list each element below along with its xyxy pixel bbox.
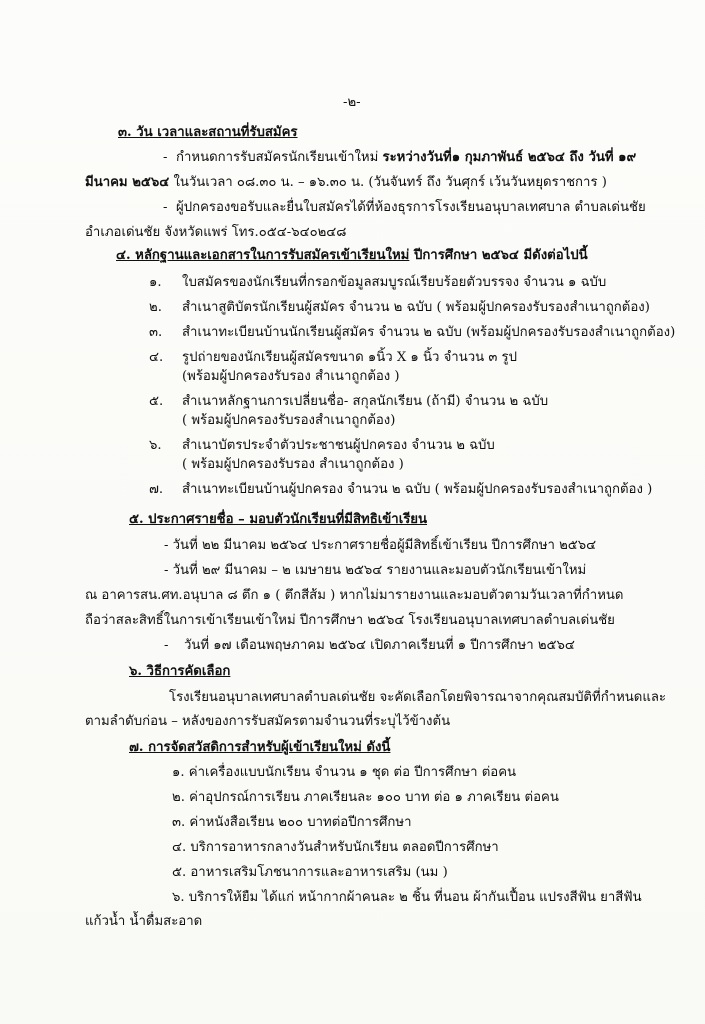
section-3-paragraph-2-cont: อำเภอเด่นชัย จังหวัดแพร่ โทร.๐๕๔-๖๔๐๒๔๘ — [85, 225, 347, 240]
section-4-item-7: สำเนาทะเบียนบ้านผู้ปกครอง จำนวน ๒ ฉบับ ( พร้อมผู้ปกครองรับรองสำเนาถูกต้อง ) — [182, 482, 653, 497]
section-6-heading: ๖. วิธีการคัดเลือก — [129, 664, 231, 679]
section-5-line-2: - วันที่ ๒๙ มีนาคม – ๒ เมษายน ๒๕๖๔ รายงานและมอบตัวนักเรียนเข้าใหม่ — [164, 563, 587, 578]
section-6-line-1: โรงเรียนอนุบาลเทศบาลตำบลเด่นชัย จะคัดเลือกโดยพิจารณาจากคุณสมบัติที่กำหนดและ — [169, 690, 667, 705]
section-5-line-3: ณ อาคารสน.ศท.อนุบาล ๘ ตึก ๑ ( ตึกสีส้ม ) หากไม่มารายงานและมอบตัวตามวันเวลาที่กำหนด — [85, 588, 624, 603]
section-4-item-1-num: ๑. — [149, 275, 162, 290]
section-4-item-6: สำเนาบัตรประจำตัวประชาชนผู้ปกครอง จำนวน ๒ ฉบับ — [182, 438, 495, 453]
section-3-paragraph-1-cont: มีนาคม ๒๕๖๔ ในวันเวลา ๐๘.๓๐ น. – ๑๖.๓๐ น. (วันจันทร์ ถึง วันศุกร์ เว้นวันหยุดราชการ ) — [85, 175, 607, 190]
section-4-item-5: สำเนาหลักฐานการเปลี่ยนชื่อ- สกุลนักเรียน (ถ้ามี) จำนวน ๒ ฉบับ — [182, 394, 549, 409]
section-5-line-5: วันที่ ๑๗ เดือนพฤษภาคม ๒๕๖๔ เปิดภาคเรียนที่ ๑ ปีการศึกษา ๒๕๖๔ — [184, 638, 575, 653]
section-7-heading: ๗. การจัดสวัสดิการสำหรับผู้เข้าเรียนใหม่ ดังนี้ — [129, 740, 391, 755]
section-7-item-6: ๖. บริการให้ยืม ได้แก่ หน้ากากผ้าคนละ ๒ ชิ้น ที่นอน ผ้ากันเปื้อน แปรงสีฟัน ยาสีฟัน — [172, 890, 642, 905]
section-4-item-5-num: ๕. — [149, 394, 164, 409]
page-number: -๒- — [343, 95, 361, 110]
section-6-line-2: ตามลำดับก่อน – หลังของการรับสมัครตามจำนวนที่ระบุไว้ข้างต้น — [85, 714, 451, 729]
section-7-item-6-cont: แก้วน้ำ น้ำดื่มสะอาด — [85, 914, 203, 929]
section-4-item-3: สำเนาทะเบียนบ้านนักเรียนผู้สมัคร จำนวน ๒ ฉบับ (พร้อมผู้ปกครองรับรองสำเนาถูกต้อง) — [182, 325, 676, 340]
section-7-item-3: ๓. ค่าหนังสือเรียน ๒๐๐ บาทต่อปีการศึกษา — [172, 815, 412, 830]
section-4-item-6-num: ๖. — [149, 438, 162, 453]
section-4-item-5-cont: ( พร้อมผู้ปกครองรับรองสำเนาถูกต้อง) — [182, 413, 396, 428]
section-5-dash: - — [164, 638, 169, 653]
section-3-dash-2: - — [163, 200, 168, 215]
section-7-item-5: ๕. อาหารเสริมโภชนาการและอาหารเสริม (นม ) — [172, 865, 448, 880]
section-7-item-2: ๒. ค่าอุปกรณ์การเรียน ภาคเรียนละ ๑๐๐ บาท ต่อ ๑ ภาคเรียน ต่อคน — [172, 790, 559, 805]
section-7-item-4: ๔. บริการอาหารกลางวันสำหรับนักเรียน ตลอดปีการศึกษา — [172, 840, 499, 855]
section-3-paragraph-1: กำหนดการรับสมัครนักเรียนเข้าใหม่ ระหว่างวันที่๑ กุมภาพันธ์ ๒๕๖๔ ถึง วันที่ ๑๙ — [176, 150, 637, 165]
section-4-item-2-num: ๒. — [149, 300, 162, 315]
section-3-dash-1: - — [163, 150, 168, 165]
section-3-paragraph-2: ผู้ปกครองขอรับและยื่นใบสมัครได้ที่ห้องธุรการโรงเรียนอนุบาลเทศบาล ตำบลเด่นชัย — [176, 200, 646, 215]
section-5-line-1: - วันที่ ๒๒ มีนาคม ๒๕๖๔ ประกาศรายชื่อผู้มีสิทธิ์เข้าเรียน ปีการศึกษา ๒๕๖๔ — [164, 538, 597, 553]
section-4-item-4: รูปถ่ายของนักเรียนผู้สมัครขนาด ๑นิ้ว X ๑ นิ้ว จำนวน ๓ รูป — [182, 350, 517, 365]
section-4-item-6-cont: ( พร้อมผู้ปกครองรับรอง สำเนาถูกต้อง ) — [182, 457, 404, 472]
section-4-item-1: ใบสมัครของนักเรียนที่กรอกข้อมูลสมบูรณ์เรียบร้อยตัวบรรจง จำนวน ๑ ฉบับ — [182, 275, 607, 290]
section-5-line-4: ถือว่าสละสิทธิ์ในการเข้าเรียนเข้าใหม่ ปีการศึกษา ๒๕๖๔ โรงเรียนอนุบาลเทศบาลตำบลเด่นชัย — [85, 613, 615, 628]
section-4-item-4-cont: (พร้อมผู้ปกครองรับรอง สำเนาถูกต้อง ) — [182, 369, 400, 384]
section-4-item-7-num: ๗. — [149, 482, 164, 497]
section-7-item-1: ๑. ค่าเครื่องแบบนักเรียน จำนวน ๑ ชุด ต่อ ปีการศึกษา ต่อคน — [172, 765, 517, 780]
section-3-heading: ๓. วัน เวลาและสถานที่รับสมัคร — [118, 125, 298, 140]
section-5-heading: ๕. ประกาศรายชื่อ – มอบตัวนักเรียนที่มีสิทธิเข้าเรียน — [129, 512, 428, 527]
section-4-heading: ๔. หลักฐานและเอกสารในการรับสมัครเข้าเรียนใหม่ ปีการศึกษา ๒๕๖๔ มีดังต่อไปนี้ — [116, 248, 588, 263]
section-4-item-3-num: ๓. — [149, 325, 163, 340]
section-4-item-2: สำเนาสูติบัตรนักเรียนผู้สมัคร จำนวน ๒ ฉบับ ( พร้อมผู้ปกครองรับรองสำเนาถูกต้อง) — [182, 300, 650, 315]
section-4-item-4-num: ๔. — [149, 350, 164, 365]
